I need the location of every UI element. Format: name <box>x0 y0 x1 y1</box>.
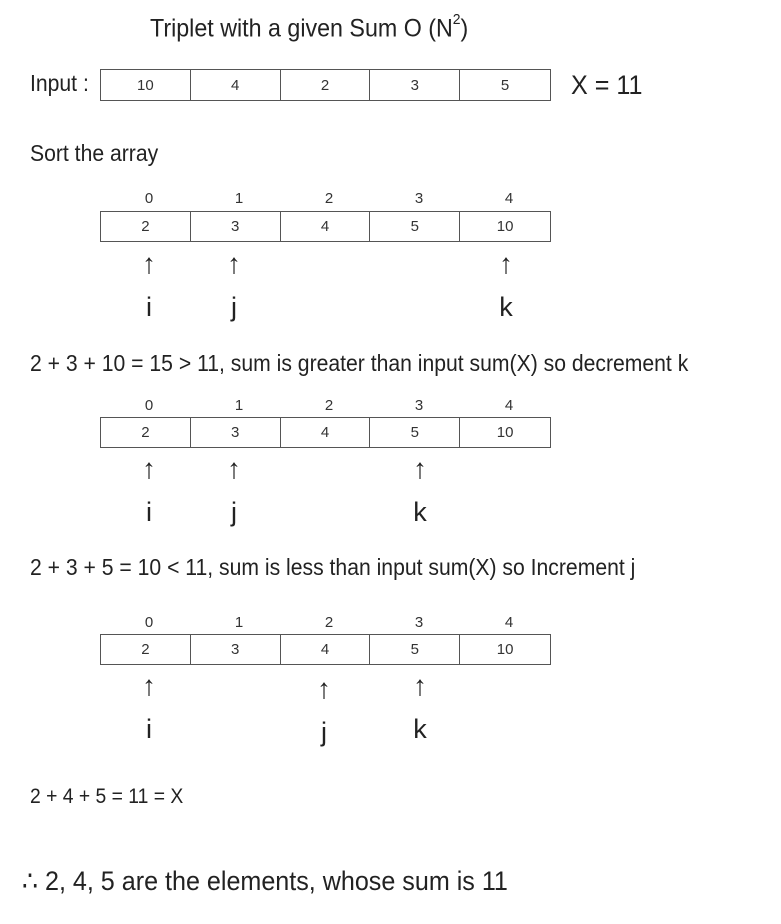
pointer-label: k <box>499 292 513 322</box>
array-cell: 10 <box>496 424 514 441</box>
array-cell: 3 <box>191 635 281 664</box>
array-cell: 10 <box>496 641 514 658</box>
array-cell: 4 <box>281 212 371 241</box>
array-cell: 2 <box>101 418 191 447</box>
diagram-title <box>150 11 469 43</box>
array-cell: 5 <box>370 635 460 664</box>
input-array <box>100 69 551 101</box>
array-cell: 5 <box>370 212 460 241</box>
up-arrow-icon: ↑ <box>499 248 513 279</box>
title-text: Triplet with a given Sum O (N <box>150 14 453 43</box>
index-label: 4 <box>504 614 514 631</box>
step-3-result: 2 + 4 + 5 = 11 = X <box>30 785 184 808</box>
pointer-j <box>309 675 339 747</box>
pointer-k <box>405 672 435 744</box>
index-row <box>104 397 554 414</box>
index-label: 4 <box>504 397 514 414</box>
input-cell: 4 <box>191 70 281 100</box>
sorted-array-step-1 <box>100 211 551 242</box>
sort-label: Sort the array <box>30 140 159 166</box>
up-arrow-icon: ↑ <box>413 453 427 484</box>
index-label: 0 <box>144 190 154 207</box>
array-cell: 4 <box>281 635 371 664</box>
target-sum-label: X = 11 <box>571 70 643 100</box>
index-label: 1 <box>234 397 244 414</box>
sorted-array-step-2 <box>100 417 551 448</box>
array-cell: 5 <box>370 418 460 447</box>
pointer-label: k <box>413 714 427 744</box>
index-label: 0 <box>144 614 154 631</box>
title-superscript: 2 <box>452 11 461 28</box>
pointer-i <box>134 455 164 527</box>
up-arrow-icon: ↑ <box>142 670 156 701</box>
up-arrow-icon: ↑ <box>142 453 156 484</box>
array-cell: 10 <box>496 218 514 235</box>
up-arrow-icon: ↑ <box>413 670 427 701</box>
title-close: ) <box>460 14 469 43</box>
index-label: 3 <box>414 614 424 631</box>
up-arrow-icon: ↑ <box>317 673 331 704</box>
index-label: 2 <box>324 190 334 207</box>
index-row <box>104 614 554 631</box>
index-label: 1 <box>234 190 244 207</box>
index-label: 1 <box>234 614 244 631</box>
pointer-label: k <box>413 497 427 527</box>
input-cell: 10 <box>101 70 191 100</box>
conclusion <box>22 866 508 897</box>
index-row <box>104 190 554 207</box>
array-cell: 3 <box>191 418 281 447</box>
index-label: 2 <box>324 397 334 414</box>
sorted-array-step-3 <box>100 634 551 665</box>
step-1-explanation: 2 + 3 + 10 = 15 > 11, sum is greater than input sum(X) so decrement k <box>30 350 689 376</box>
pointer-label: i <box>146 714 152 744</box>
index-label: 0 <box>144 397 154 414</box>
pointer-i <box>134 250 164 322</box>
pointer-label: j <box>321 717 327 747</box>
pointer-label: i <box>146 497 152 527</box>
input-cell: 3 <box>370 70 460 100</box>
pointer-i <box>134 672 164 744</box>
index-label: 3 <box>414 397 424 414</box>
pointer-label: j <box>231 497 237 527</box>
pointer-j <box>219 250 249 322</box>
pointer-label: j <box>231 292 237 322</box>
array-cell: 2 <box>101 635 191 664</box>
up-arrow-icon: ↑ <box>227 453 241 484</box>
up-arrow-icon: ↑ <box>142 248 156 279</box>
array-cell: 2 <box>101 212 191 241</box>
therefore-symbol: ∴ <box>22 866 38 896</box>
input-cell: 5 <box>500 76 510 94</box>
pointer-k <box>491 250 521 322</box>
index-label: 3 <box>414 190 424 207</box>
input-cell: 2 <box>281 70 371 100</box>
index-label: 2 <box>324 614 334 631</box>
up-arrow-icon: ↑ <box>227 248 241 279</box>
pointer-j <box>219 455 249 527</box>
index-label: 4 <box>504 190 514 207</box>
array-cell: 4 <box>281 418 371 447</box>
step-2-explanation: 2 + 3 + 5 = 10 < 11, sum is less than input sum(X) so Increment j <box>30 554 636 580</box>
array-cell: 3 <box>191 212 281 241</box>
conclusion-text: 2, 4, 5 are the elements, whose sum is 11 <box>44 866 508 896</box>
input-label: Input : <box>30 70 89 96</box>
pointer-label: i <box>146 292 152 322</box>
pointer-k <box>405 455 435 527</box>
